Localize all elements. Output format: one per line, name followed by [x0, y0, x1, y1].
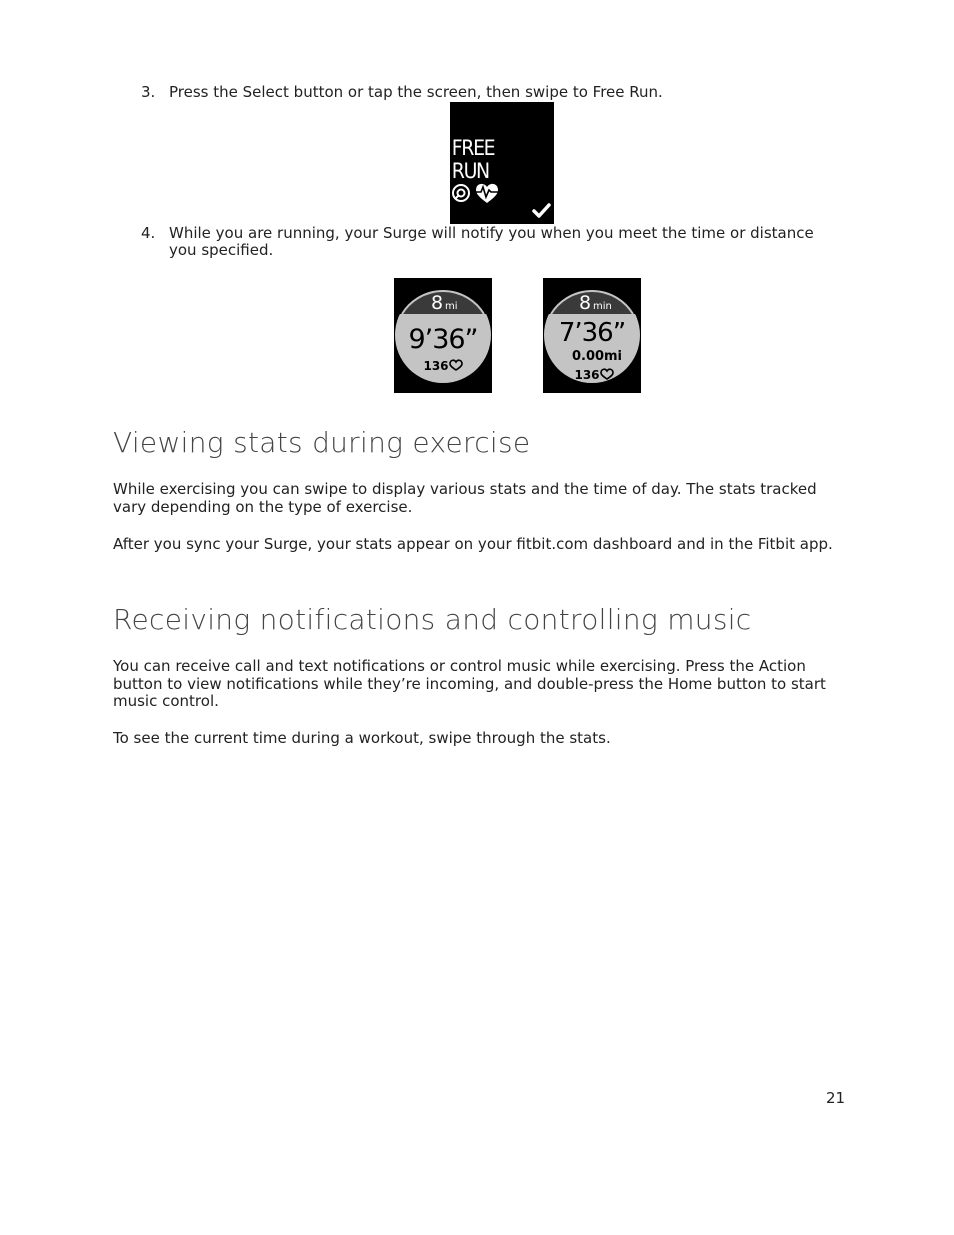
goal-unit: min	[593, 301, 612, 312]
paragraph: To see the current time during a workout, swipe through the stats.	[113, 729, 611, 747]
checkmark-icon	[534, 205, 549, 216]
free-run-screen	[450, 102, 554, 224]
heart-rate-value: 136	[574, 368, 600, 382]
distance-goal-graphic	[394, 278, 492, 393]
goal-value: 8	[431, 292, 444, 314]
free-run-line1: FREE	[451, 135, 495, 161]
step-text: Press the Select button or tap the screen, then swipe to Free Run.	[169, 83, 663, 101]
pace-value: 9’36”	[408, 324, 478, 355]
gps-icon	[453, 185, 469, 201]
time-goal-screen	[543, 278, 641, 393]
page-number: 21	[826, 1089, 846, 1107]
step-number: 3.	[141, 83, 156, 101]
heart-rate-value: 136	[423, 359, 449, 373]
paragraph: After you sync your Surge, your stats appear on your fitbit.com dashboard and in the Fitbit app.	[113, 535, 833, 553]
paragraph: You can receive call and text notifications or control music while exercising. Press the Action button to view notifications while they’re incoming, and double-press the Home button to start music control.	[113, 657, 826, 710]
free-run-line2: RUN	[451, 158, 489, 184]
goal-unit: mi	[445, 301, 458, 312]
pace-value: 7’36”	[558, 318, 626, 348]
distance-goal-screen	[394, 278, 492, 393]
paragraph: While exercising you can swipe to display various stats and the time of day. The stats tracked vary depending on the type of exercise.	[113, 480, 817, 516]
distance-unit: mi	[604, 349, 623, 364]
distance-value: 0.00	[572, 349, 605, 364]
section-heading-viewing-stats: Viewing stats during exercise	[113, 426, 531, 459]
goal-value: 8	[579, 292, 592, 314]
free-run-screen-graphic	[450, 102, 554, 224]
step-text: While you are running, your Surge will notify you when you meet the time or distance you specified.	[169, 224, 814, 259]
section-heading-notifications-music: Receiving notifications and controlling music	[113, 603, 752, 636]
step-number: 4.	[141, 224, 156, 242]
time-goal-graphic	[543, 278, 641, 393]
heart-rate-icon	[474, 184, 500, 203]
